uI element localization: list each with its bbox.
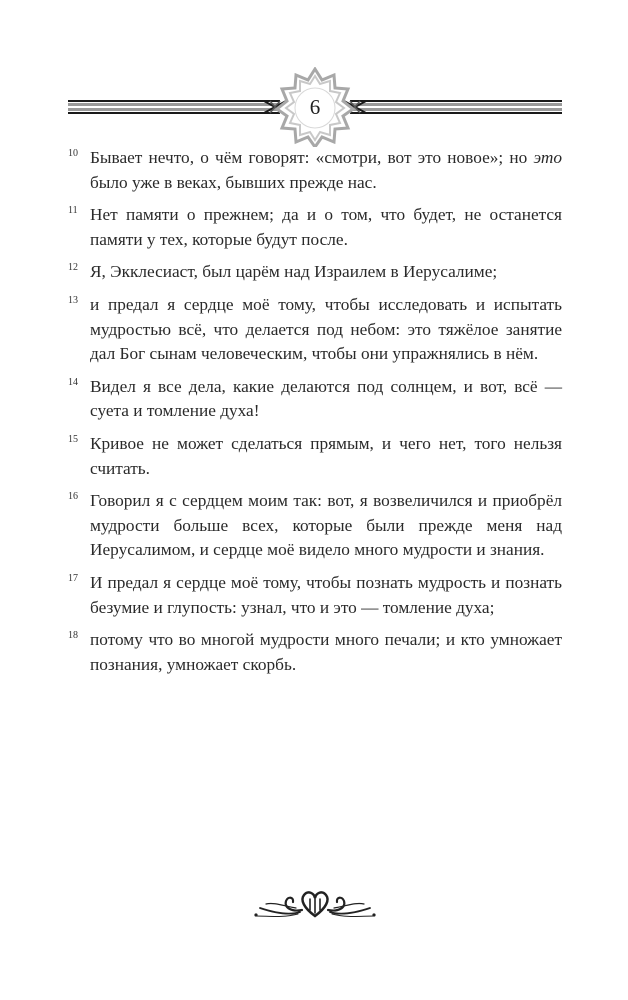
verse-11 bbox=[68, 203, 562, 252]
verse-15 bbox=[68, 432, 562, 481]
verse-number: 18 bbox=[68, 630, 78, 642]
verse-17 bbox=[68, 571, 562, 620]
verse-12 bbox=[68, 260, 562, 285]
verse-emphasis: это bbox=[533, 148, 562, 167]
page-number: 6 bbox=[309, 95, 321, 119]
verse-14 bbox=[68, 375, 562, 424]
verse-text: Нет памяти о прежнем; да и о том, что будет, не останется памяти у тех, которые будут после. bbox=[90, 205, 562, 249]
verse-18 bbox=[68, 628, 562, 677]
verse-text: и предал я сердце моё тому, чтобы исследовать и испытать мудростью всё, что делается под небом: это тяжёлое занятие дал Бог сынам человеческим, чтобы они упражнялись в нём. bbox=[90, 294, 562, 364]
verse-text: Кривое не может сделаться прямым, и чего нет, того нельзя считать. bbox=[90, 433, 562, 478]
verse-text: потому что во многой мудрости много печали; и кто умножает познания, умножает скорбь. bbox=[90, 630, 562, 674]
verse-text: Говорил я с сердцем моим так: вот, я возвеличился и приобрёл мудрости больше всех, которые были прежде меня над Иерусалимом, и сердце моё видело много мудрости и знания. bbox=[90, 491, 562, 560]
verse-list bbox=[68, 146, 562, 685]
verse-text: И предал я сердце моё тому, чтобы познать мудрость и познать безумие и глупость: узнал, что и это — томление духа; bbox=[90, 572, 562, 617]
verse-number: 16 bbox=[68, 491, 78, 503]
page-header bbox=[68, 72, 562, 142]
verse-text: Видел я все дела, какие делаются под солнцем, и вот, всё — суета и томление духа! bbox=[90, 376, 562, 421]
verse-text: Я, Экклесиаст, был царём над Израилем в Иерусалиме; bbox=[90, 262, 498, 282]
verse-number: 12 bbox=[68, 262, 78, 274]
verse-number: 15 bbox=[68, 433, 78, 445]
star-medallion-ornament-icon bbox=[275, 67, 355, 147]
verse-number: 14 bbox=[68, 376, 78, 388]
verse-number: 17 bbox=[68, 572, 78, 584]
verse-text: Бывает нечто, о чём говорят: «смотри, вот это новое»; но это было уже в веках, бывших прежде нас. bbox=[90, 148, 562, 192]
verse-16 bbox=[68, 489, 562, 563]
verse-number: 10 bbox=[68, 148, 78, 159]
verse-number: 13 bbox=[68, 294, 78, 306]
verse-number: 11 bbox=[68, 205, 78, 217]
verse-10 bbox=[68, 146, 562, 195]
verse-13 bbox=[68, 293, 562, 367]
header-rule-left bbox=[68, 100, 280, 114]
header-rule-right bbox=[350, 100, 562, 114]
heart-scroll-ornament-icon bbox=[252, 886, 378, 920]
